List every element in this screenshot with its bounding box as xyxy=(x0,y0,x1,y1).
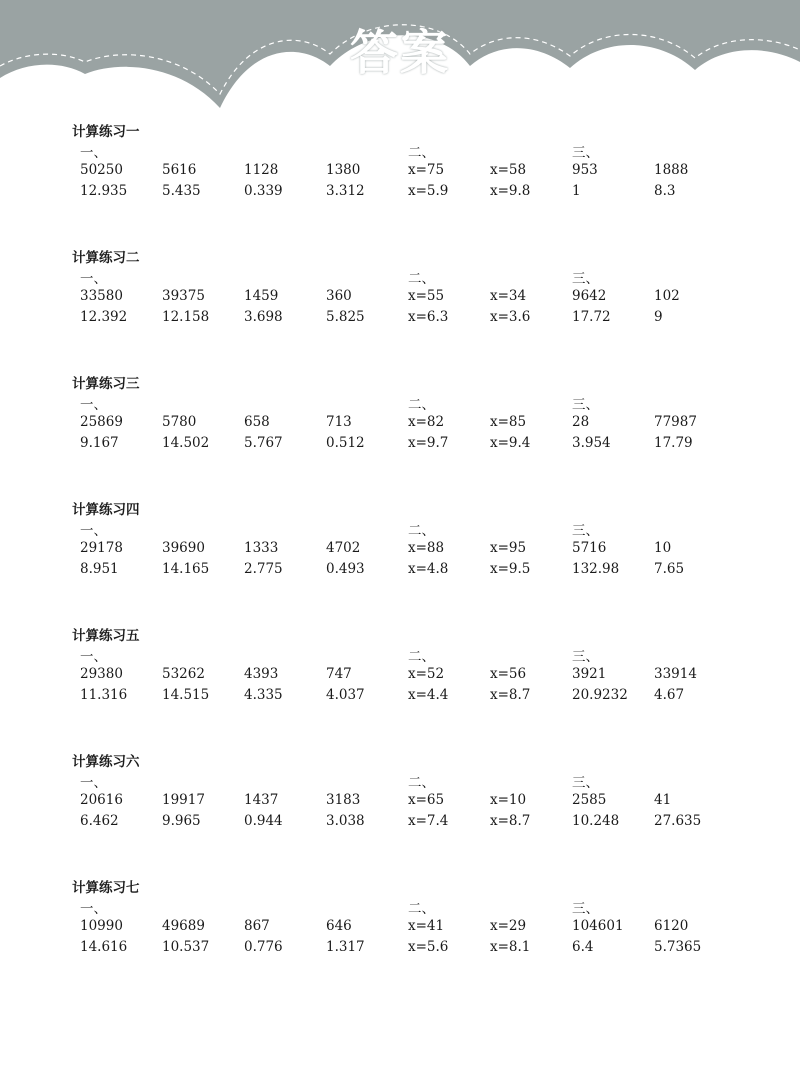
part-label-3: 三、 xyxy=(572,523,599,539)
answer-value: x=8.1 xyxy=(490,939,531,955)
answer-value: 3.038 xyxy=(326,813,365,829)
answer-value: x=75 xyxy=(408,162,445,178)
answer-value: 0.776 xyxy=(244,939,283,955)
answer-value: 33914 xyxy=(654,666,697,682)
part-label-3: 三、 xyxy=(572,397,599,413)
part-label-2: 二、 xyxy=(408,271,435,287)
answer-value: 33580 xyxy=(80,288,123,304)
practice-section-2 xyxy=(0,244,800,370)
answer-value: 4.67 xyxy=(654,687,685,703)
answer-row xyxy=(0,540,800,560)
answer-value: x=8.7 xyxy=(490,687,531,703)
section-title: 计算练习七 xyxy=(72,880,140,896)
answer-value: 8.951 xyxy=(80,561,119,577)
answer-value: 867 xyxy=(244,918,270,934)
answer-value: x=34 xyxy=(490,288,527,304)
answer-value: 1333 xyxy=(244,540,279,556)
part-label-1: 一、 xyxy=(80,775,107,791)
answer-value: x=52 xyxy=(408,666,445,682)
answer-value: 11.316 xyxy=(80,687,128,703)
answer-value: x=29 xyxy=(490,918,527,934)
practice-section-4 xyxy=(0,496,800,622)
answer-value: 5780 xyxy=(162,414,197,430)
answer-value: 14.165 xyxy=(162,561,210,577)
answer-value: 25869 xyxy=(80,414,123,430)
answer-row xyxy=(0,813,800,833)
answer-value: 3.698 xyxy=(244,309,283,325)
answer-sections xyxy=(0,118,800,1000)
part-label-1: 一、 xyxy=(80,523,107,539)
answer-value: 2585 xyxy=(572,792,607,808)
answer-value: 3921 xyxy=(572,666,607,682)
section-title: 计算练习二 xyxy=(72,250,140,266)
part-label-3: 三、 xyxy=(572,271,599,287)
answer-value: 53262 xyxy=(162,666,205,682)
section-title: 计算练习四 xyxy=(72,502,140,518)
answer-value: 132.98 xyxy=(572,561,620,577)
practice-section-3 xyxy=(0,370,800,496)
answer-row xyxy=(0,435,800,455)
answer-value: 9 xyxy=(654,309,663,325)
answer-value: 1 xyxy=(572,183,581,199)
answer-value: 39690 xyxy=(162,540,205,556)
practice-section-6 xyxy=(0,748,800,874)
answer-value: 12.392 xyxy=(80,309,128,325)
answer-value: 10990 xyxy=(80,918,123,934)
answer-value: x=5.9 xyxy=(408,183,449,199)
page-title: 答案 xyxy=(349,25,450,81)
answer-value: 49689 xyxy=(162,918,205,934)
answer-value: x=8.7 xyxy=(490,813,531,829)
answer-row xyxy=(0,414,800,434)
section-title: 计算练习五 xyxy=(72,628,140,644)
answer-value: x=4.4 xyxy=(408,687,449,703)
answer-value: 12.935 xyxy=(80,183,128,199)
answer-value: x=41 xyxy=(408,918,445,934)
answer-value: 5616 xyxy=(162,162,197,178)
section-title: 计算练习六 xyxy=(72,754,140,770)
answer-row xyxy=(0,288,800,308)
answer-value: 4.335 xyxy=(244,687,283,703)
answer-value: 14.616 xyxy=(80,939,128,955)
answer-value: 2.775 xyxy=(244,561,283,577)
answer-value: 1128 xyxy=(244,162,279,178)
answer-row xyxy=(0,687,800,707)
answer-value: x=5.6 xyxy=(408,939,449,955)
answer-value: 713 xyxy=(326,414,352,430)
answer-value: x=3.6 xyxy=(490,309,531,325)
answer-value: 17.79 xyxy=(654,435,693,451)
answer-value: x=9.8 xyxy=(490,183,531,199)
answer-value: 1888 xyxy=(654,162,689,178)
practice-section-1 xyxy=(0,118,800,244)
answer-value: 3183 xyxy=(326,792,361,808)
answer-value: 9642 xyxy=(572,288,607,304)
answer-value: x=65 xyxy=(408,792,445,808)
header-banner xyxy=(0,0,800,130)
answer-value: 9.167 xyxy=(80,435,119,451)
part-label-2: 二、 xyxy=(408,523,435,539)
answer-value: 5.7365 xyxy=(654,939,702,955)
answer-value: 10.537 xyxy=(162,939,210,955)
part-label-2: 二、 xyxy=(408,901,435,917)
answer-value: 646 xyxy=(326,918,352,934)
answer-value: x=85 xyxy=(490,414,527,430)
answer-value: 20616 xyxy=(80,792,123,808)
answer-value: 747 xyxy=(326,666,352,682)
answer-value: 9.965 xyxy=(162,813,201,829)
answer-value: 4.037 xyxy=(326,687,365,703)
answer-row xyxy=(0,939,800,959)
answer-value: 5716 xyxy=(572,540,607,556)
answer-value: 360 xyxy=(326,288,352,304)
answer-value: x=9.5 xyxy=(490,561,531,577)
answer-value: 27.635 xyxy=(654,813,702,829)
answer-value: 77987 xyxy=(654,414,697,430)
section-title: 计算练习三 xyxy=(72,376,140,392)
answer-row xyxy=(0,792,800,812)
answer-value: 4702 xyxy=(326,540,361,556)
answer-value: x=4.8 xyxy=(408,561,449,577)
answer-value: x=9.4 xyxy=(490,435,531,451)
answer-value: 50250 xyxy=(80,162,123,178)
answer-value: 5.825 xyxy=(326,309,365,325)
answer-value: 3.312 xyxy=(326,183,365,199)
part-label-2: 二、 xyxy=(408,397,435,413)
part-label-3: 三、 xyxy=(572,649,599,665)
answer-value: 102 xyxy=(654,288,680,304)
answer-value: 6.4 xyxy=(572,939,594,955)
answer-value: x=88 xyxy=(408,540,445,556)
answer-value: 14.502 xyxy=(162,435,210,451)
part-label-3: 三、 xyxy=(572,775,599,791)
answer-value: 29380 xyxy=(80,666,123,682)
answer-value: 29178 xyxy=(80,540,123,556)
practice-section-5 xyxy=(0,622,800,748)
section-title: 计算练习一 xyxy=(72,124,140,140)
answer-value: 20.9232 xyxy=(572,687,628,703)
answer-value: 8.3 xyxy=(654,183,676,199)
answer-value: 17.72 xyxy=(572,309,611,325)
answer-value: x=9.7 xyxy=(408,435,449,451)
answer-value: x=58 xyxy=(490,162,527,178)
answer-value: 0.944 xyxy=(244,813,283,829)
answer-value: 10 xyxy=(654,540,672,556)
part-label-2: 二、 xyxy=(408,649,435,665)
answer-value: x=95 xyxy=(490,540,527,556)
answer-row xyxy=(0,162,800,182)
answer-value: 3.954 xyxy=(572,435,611,451)
answer-row xyxy=(0,309,800,329)
answer-value: 5.767 xyxy=(244,435,283,451)
answer-value: 10.248 xyxy=(572,813,620,829)
answer-value: 7.65 xyxy=(654,561,685,577)
answer-value: 953 xyxy=(572,162,598,178)
answer-row xyxy=(0,183,800,203)
part-label-1: 一、 xyxy=(80,271,107,287)
answer-value: 4393 xyxy=(244,666,279,682)
part-label-2: 二、 xyxy=(408,145,435,161)
part-label-1: 一、 xyxy=(80,901,107,917)
answer-value: 0.339 xyxy=(244,183,283,199)
answer-value: 14.515 xyxy=(162,687,210,703)
answer-value: 6.462 xyxy=(80,813,119,829)
answer-value: 104601 xyxy=(572,918,624,934)
answer-value: 28 xyxy=(572,414,590,430)
answer-row xyxy=(0,561,800,581)
part-label-3: 三、 xyxy=(572,901,599,917)
answer-row xyxy=(0,918,800,938)
practice-section-7 xyxy=(0,874,800,1000)
part-label-1: 一、 xyxy=(80,649,107,665)
answer-value: 1459 xyxy=(244,288,279,304)
part-label-1: 一、 xyxy=(80,397,107,413)
answer-value: 658 xyxy=(244,414,270,430)
answer-value: 12.158 xyxy=(162,309,210,325)
answer-value: x=6.3 xyxy=(408,309,449,325)
answer-value: 0.493 xyxy=(326,561,365,577)
answer-value: 5.435 xyxy=(162,183,201,199)
answer-value: 0.512 xyxy=(326,435,365,451)
part-label-1: 一、 xyxy=(80,145,107,161)
answer-row xyxy=(0,666,800,686)
answer-value: x=7.4 xyxy=(408,813,449,829)
answer-value: 1380 xyxy=(326,162,361,178)
answer-value: x=82 xyxy=(408,414,445,430)
answer-value: 39375 xyxy=(162,288,205,304)
answer-value: 19917 xyxy=(162,792,205,808)
part-label-3: 三、 xyxy=(572,145,599,161)
answer-value: 41 xyxy=(654,792,672,808)
part-label-2: 二、 xyxy=(408,775,435,791)
answer-value: x=10 xyxy=(490,792,527,808)
answer-value: 6120 xyxy=(654,918,689,934)
answer-value: 1437 xyxy=(244,792,279,808)
answer-value: 1.317 xyxy=(326,939,365,955)
answer-value: x=56 xyxy=(490,666,527,682)
answer-value: x=55 xyxy=(408,288,445,304)
